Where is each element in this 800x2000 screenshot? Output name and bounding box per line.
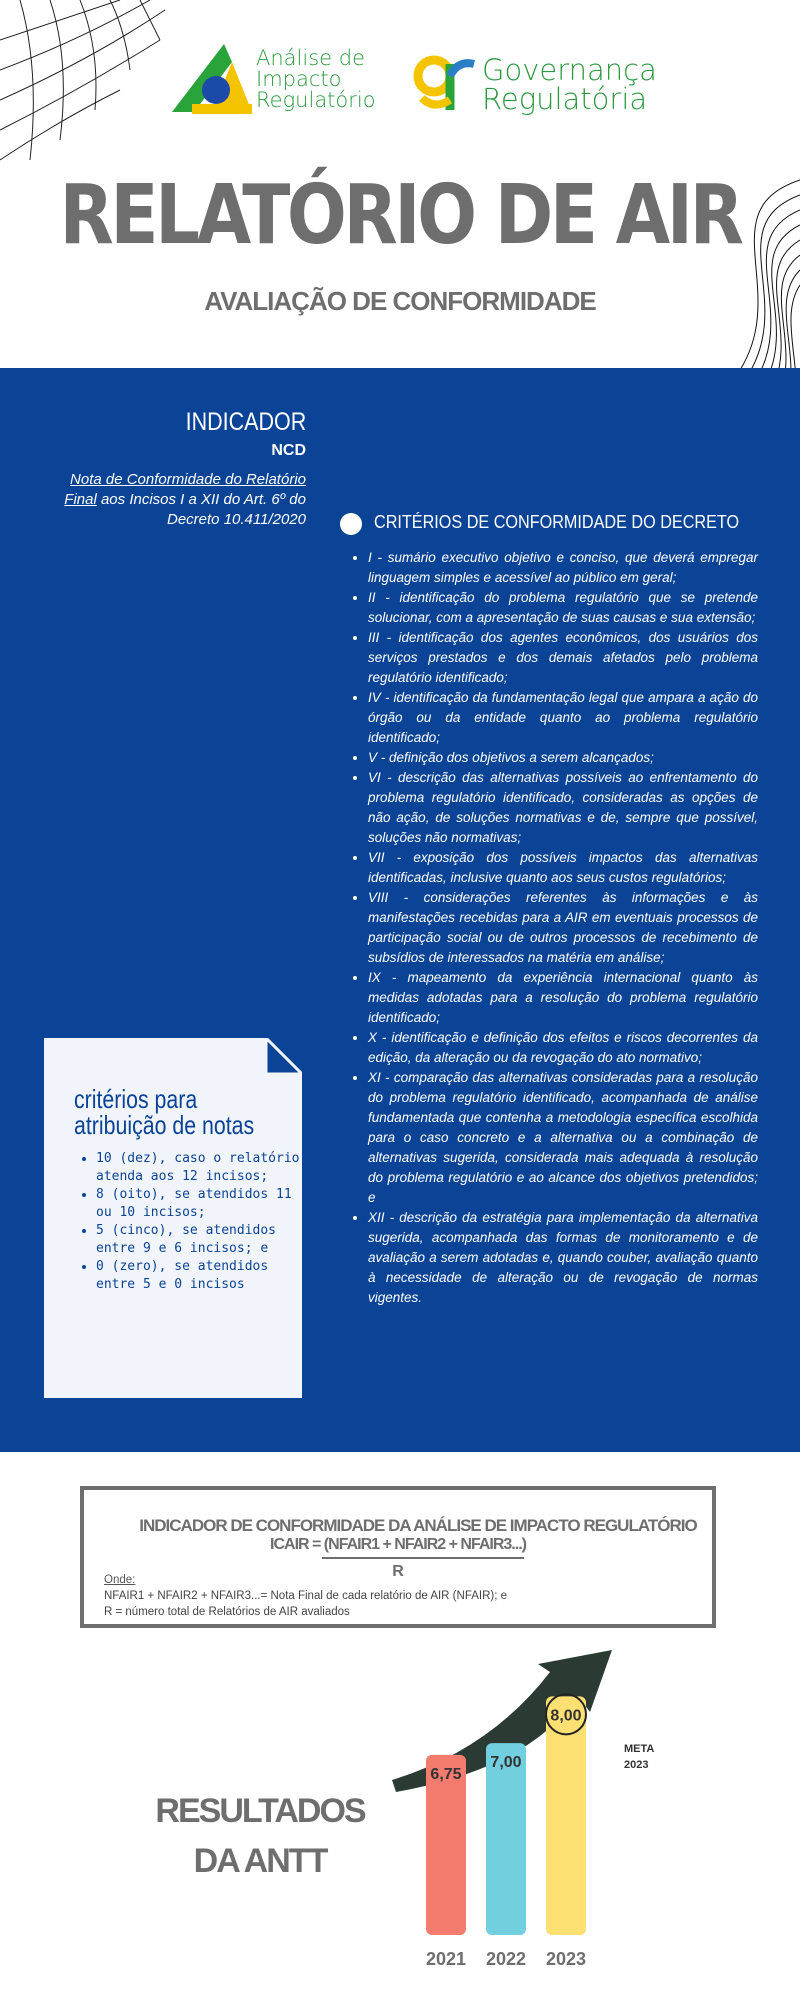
page-subtitle: AVALIAÇÃO DE CONFORMIDADE	[204, 286, 596, 316]
meta-label: META	[624, 1743, 655, 1755]
criteria-item: • XI - comparação das alternativas consideradas para a resolução do problema regulatório identificado, acompanhada de análise fundamentada que contenha a metodologia específica escolhida para o caso concreto e a alternativa ou a combinação de alternativas sugerida, considerada mais adequada à resolução do problema regulatório e ao alcance dos objetivos pretendidos; e	[368, 1068, 758, 1208]
bar-2023	[546, 1696, 586, 1935]
bar-2022	[486, 1743, 526, 1935]
logo-analise-impacto-regulatorio	[172, 42, 392, 122]
formula-legend-line2: R = número total de Relatórios de AIR avaliados	[104, 1606, 350, 1618]
results-title-line1: RESULTADOS	[155, 1792, 365, 1830]
criteria-item: • V - definição dos objetivos a serem alcançados;	[368, 748, 758, 768]
formula-legend-line1: NFAIR1 + NFAIR2 + NFAIR3...= Nota Final de cada relatório de AIR (NFAIR); e	[104, 1590, 507, 1602]
logo-air-line1: Análise de	[256, 46, 365, 70]
value-label-2023: 8,00	[550, 1707, 582, 1725]
formula-numerator: ICAIR = (NFAIR1 + NFAIR2 + NFAIR3...)	[270, 1536, 526, 1553]
logo-air-line2: Impacto	[256, 67, 342, 91]
category-label-2022: 2022	[485, 1949, 527, 1969]
criteria-item: • X - identificação e definição dos efeitos e riscos decorrentes da edição, da alteração ou da revogação do ato normativo;	[368, 1028, 758, 1068]
formula-title: INDICADOR DE CONFORMIDADE DA ANÁLISE DE IMPACTO REGULATÓRIO	[139, 1516, 697, 1535]
page-title: RELATÓRIO DE AIR	[59, 168, 741, 263]
formula-onde-label: Onde:	[104, 1574, 136, 1586]
criteria-title: CRITÉRIOS DE CONFORMIDADE DO DECRETO	[374, 512, 740, 532]
indicator-description-rest: aos Incisos I a XII do Art. 6º do Decreto 10.411/2020	[96, 491, 306, 528]
results-bar-chart	[380, 1650, 680, 1970]
air-logo-icon	[172, 42, 252, 120]
indicator-code: NCD	[271, 442, 306, 459]
notes-item: • 8 (oito), se atendidos 11 ou 10 incisos;	[96, 1186, 306, 1222]
indicator-description-link: Nota de Conformidade do Relatório Final	[64, 471, 306, 508]
gr-logo-icon	[412, 52, 476, 116]
notes-item: • 0 (zero), se atendidos entre 5 e 0 incisos	[96, 1258, 306, 1294]
logo-governanca-regulatoria	[412, 52, 657, 122]
criteria-item: • IV - identificação da fundamentação legal que ampara a ação do órgão ou da entidade quanto ao problema regulatório identificado;	[368, 688, 758, 748]
value-label-2021: 6,75	[430, 1765, 462, 1783]
indicator-label: INDICADOR	[185, 408, 306, 436]
criteria-item: • II - identificação do problema regulatório que se pretende solucionar, com a apresentação de suas causas e sua extensão;	[368, 588, 758, 628]
notes-list	[78, 1150, 306, 1294]
meta-year-label: 2023	[624, 1759, 649, 1771]
decorative-net-top-left	[0, 0, 170, 165]
criteria-item: • III - identificação dos agentes econômicos, dos usuários dos serviços prestados e dos demais afetados pelo problema regulatório identificado;	[368, 628, 758, 688]
notes-item: • 10 (dez), caso o relatório atenda aos 12 incisos;	[96, 1150, 306, 1186]
criteria-list	[352, 548, 758, 1308]
criteria-item: • IX - mapeamento da experiência internacional quanto às medidas adotadas para a resolução do problema regulatório identificado;	[368, 968, 758, 1028]
category-label-2023: 2023	[545, 1949, 587, 1969]
notes-title: critérios para atribuição de notas	[74, 1084, 255, 1140]
category-label-2021: 2021	[425, 1949, 467, 1969]
indicator-description	[40, 470, 306, 530]
bullet-dot-icon	[340, 513, 362, 535]
fraction-bar	[322, 1557, 524, 1559]
criteria-item: • VII - exposição dos possíveis impactos das alternativas identificadas, inclusive quanto aos seus custos regulatórios;	[368, 848, 758, 888]
logo-air-line3: Regulatório	[256, 88, 376, 112]
criteria-item: • I - sumário executivo objetivo e conciso, que deverá empregar linguagem simples e acessível ao público em geral;	[368, 548, 758, 588]
value-label-2022: 7,00	[490, 1754, 522, 1772]
criteria-item: • VIII - considerações referentes às informações e às manifestações recebidas para a AIR em eventuais processos de participação social ou de outros processos de recebimento de subsídios de interessados na matéria em análise;	[368, 888, 758, 968]
criteria-item: • XII - descrição da estratégia para implementação da alternativa sugerida, acompanhada das formas de monitoramento e de avaliação a serem adotadas e, quando couber, avaliação quanto à necessidade de alteração ou de revogação de normas vigentes.	[368, 1208, 758, 1308]
formula-denominator: R	[392, 1563, 404, 1580]
logo-gov-line2: Regulatória	[482, 82, 648, 116]
notes-item: • 5 (cinco), se atendidos entre 9 e 6 incisos; e	[96, 1222, 306, 1258]
results-title-line2: DA ANTT	[193, 1842, 327, 1880]
criteria-item: • VI - descrição das alternativas possíveis ao enfrentamento do problema regulatório identificado, consideradas as opções de não ação, de soluções normativas e de, sempre que possível, soluções não normativas;	[368, 768, 758, 848]
logo-gov-line1: Governança	[482, 53, 657, 87]
